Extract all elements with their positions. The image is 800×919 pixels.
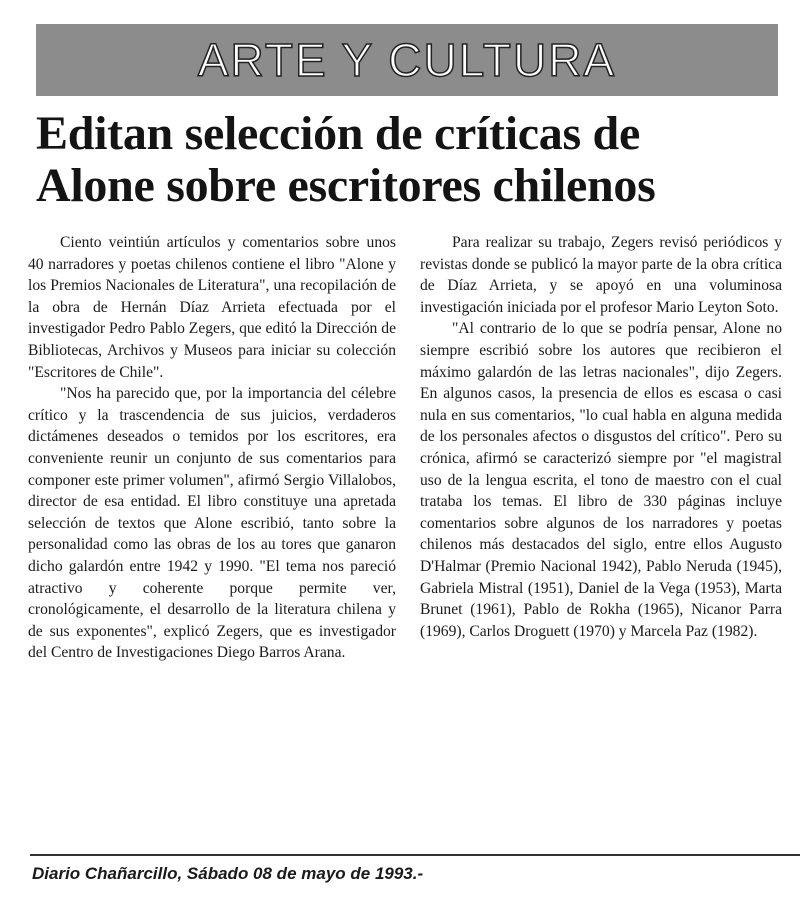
source-credit: Diario Chañarcillo, Sábado 08 de mayo de 1993.-	[32, 864, 424, 883]
article-paragraph: Ciento veintiún artículos y comentarios sobre unos 40 narradores y poetas chilenos contiene el libro "Alone y los Premios Nacionales de Literatura", una recopilación de la obra de Hernán Díaz Arrieta efectuada por el investigador Pedro Pablo Zegers, que editó la Dirección de Bibliotecas, Archivos y Museos para iniciar su colección "Escritores de Chile".	[28, 234, 396, 381]
headline	[36, 108, 786, 212]
footer-divider	[30, 854, 800, 856]
headline-line-2: Alone sobre escritores chilenos	[36, 159, 656, 212]
article-paragraph: "Nos ha parecido que, por la importancia del célebre crítico y la trascendencia de sus juicios, verdaderos dictámenes deseados o temidos por los escritores, era conveniente reunir un conjunto de sus comentarios para componer este primer volumen", afirmó Sergio Villalobos, director de esa entidad. El libro constituye una apretada selección de textos que Alone escribió, tanto sobre la personalidad como las obras de los au tores que ganaron dicho galardón entre 1942 y 1990. "El tema nos pareció atractivo y coherente porque permite ver, cronológicamente, el desarrollo de la literatura chilena y de sus exponentes", explicó Zegers, que es investigador del Centro de Investigaciones Diego Barros Arana.	[28, 385, 396, 662]
section-title: ARTE Y CULTURA	[197, 34, 617, 86]
article-column-left	[28, 232, 396, 664]
article-paragraph: "Al contrario de lo que se podría pensar, Alone no siempre escribió sobre los autores que recibieron el máximo galardón de las letras nacionales", dijo Zegers. En algunos casos, la presencia de ellos es escasa o casi nula en sus comentarios, "lo cual habla en alguna medida de los personales afectos o disgustos del crítico". Pero su crónica, afirmó se caracterizó siempre por "el magistral uso de la lengua escrita, el tono de maestro con el cual trataba los temas. El libro de 330 páginas incluye comentarios sobre algunos de los narradores y poetas chilenos más destacados del siglo, entre ellos Augusto D'Halmar (Premio Nacional 1942), Pablo Neruda (1945), Gabriela Mistral (1951), Daniel de la Vega (1953), Marta Brunet (1961), Pablo de Rokha (1965), Nicanor Parra (1969), Carlos Droguett (1970) y Marcela Paz (1982).	[420, 320, 782, 640]
article-paragraph: Para realizar su trabajo, Zegers revisó periódicos y revistas donde se publicó la mayor parte de la obra crítica de Díaz Arrieta, y se apoyó en una voluminosa investigación iniciada por el profesor Mario Leyton Soto.	[420, 234, 782, 316]
section-banner	[36, 24, 778, 96]
article-column-right	[420, 232, 782, 642]
headline-line-1: Editan selección de críticas de	[36, 107, 640, 160]
